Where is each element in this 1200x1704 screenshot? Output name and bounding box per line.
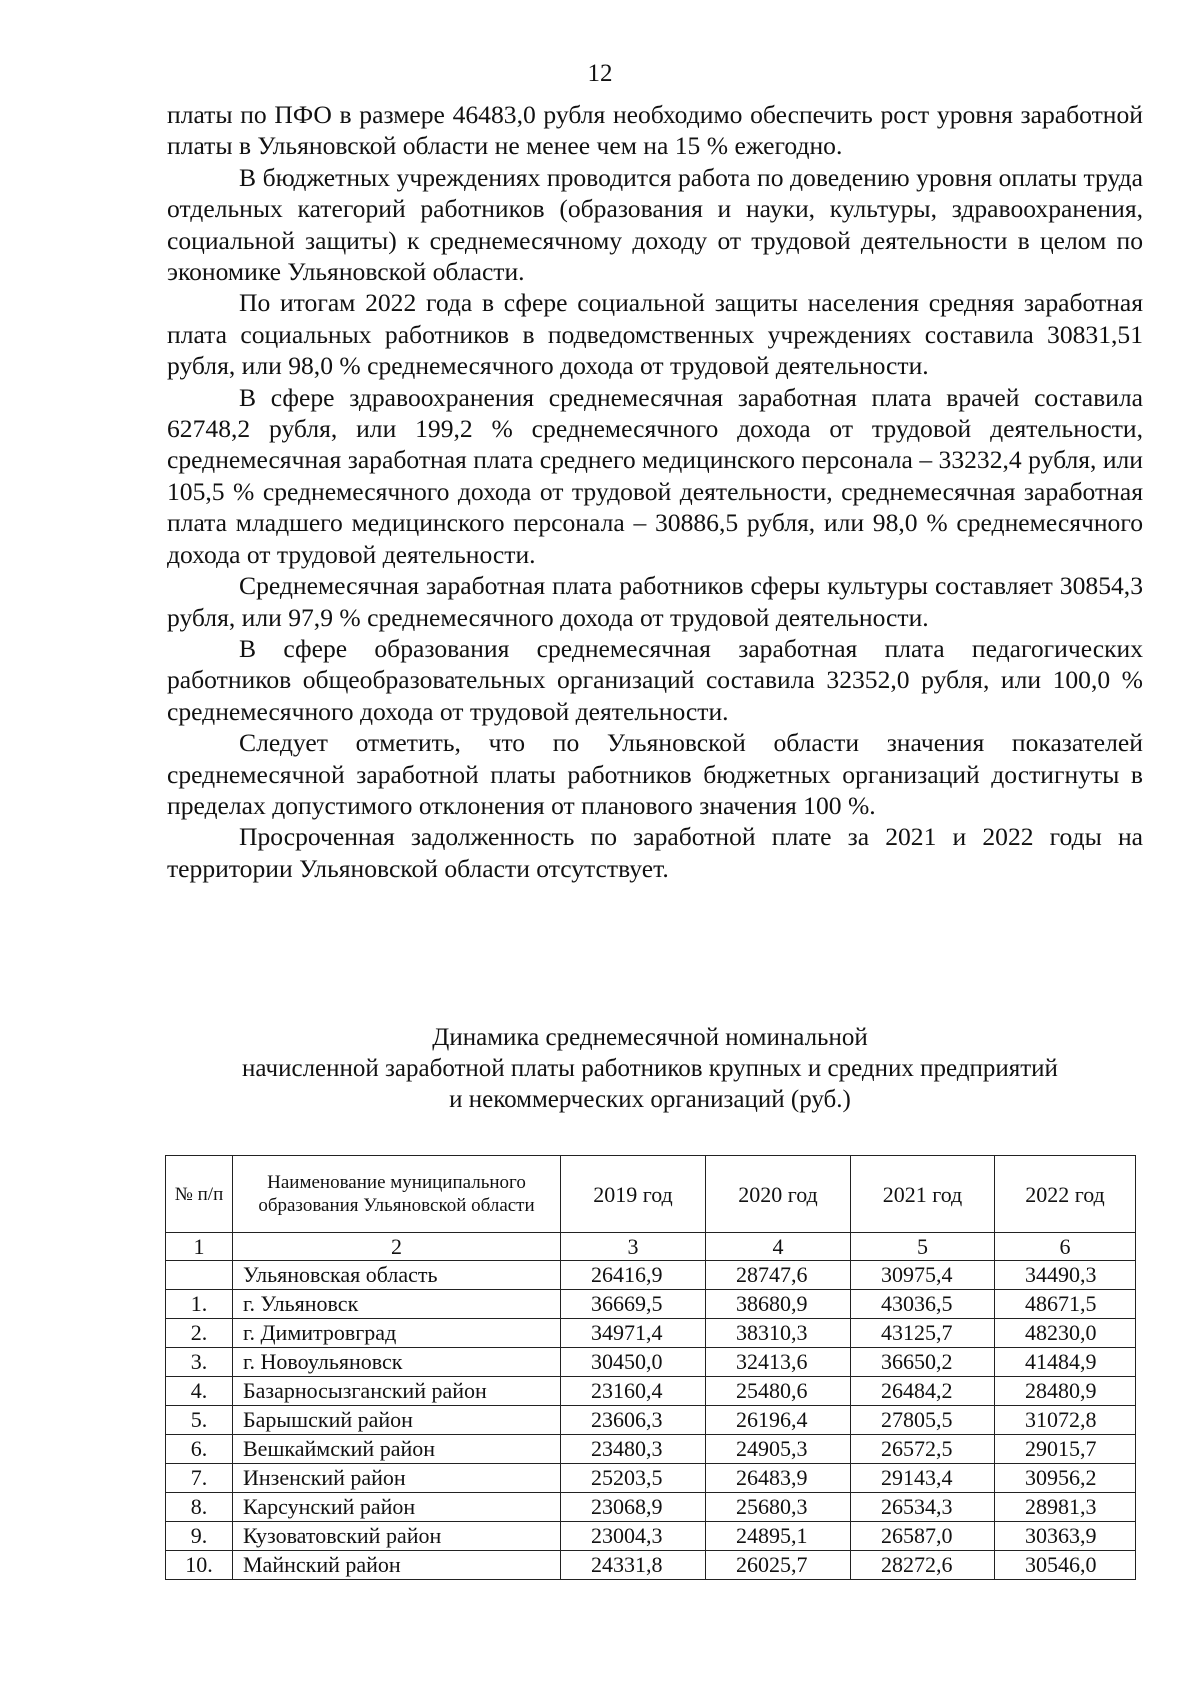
municipality-name: г. Ульяновск <box>233 1290 561 1319</box>
value-2021: 26534,3 <box>851 1493 995 1522</box>
header-2020: 2020 год <box>706 1156 851 1233</box>
column-index: 4 <box>706 1233 851 1261</box>
table-row <box>166 1290 1136 1319</box>
value-2021: 28272,6 <box>851 1551 995 1580</box>
value-2019: 36669,5 <box>561 1290 706 1319</box>
paragraph: Просроченная задолженность по заработной плате за 2021 и 2022 годы на территории Ульяновской области отсутствует. <box>167 822 1143 883</box>
paragraph: В бюджетных учреждениях проводится работа по доведению уровня оплаты труда отдельных категорий работников (образования и науки, культуры, здравоохранения, социальной защиты) к среднемесячному доходу от трудовой деятельности в целом по экономике Ульяновской области. <box>167 162 1143 287</box>
header-no: № п/п <box>166 1156 233 1233</box>
value-2019: 23606,3 <box>561 1406 706 1435</box>
body-text <box>167 99 1143 884</box>
value-2021: 43036,5 <box>851 1290 995 1319</box>
municipality-name: Базарносызганский район <box>233 1377 561 1406</box>
value-2022: 28480,9 <box>995 1377 1136 1406</box>
municipality-name: Ульяновская область <box>233 1261 561 1290</box>
paragraph: Среднемесячная заработная плата работников сферы культуры составляет 30854,3 рубля, или 97,9 % среднемесячного дохода от трудовой деятельности. <box>167 571 1143 632</box>
header-name: Наименование муниципального образования Ульяновской области <box>233 1156 561 1233</box>
value-2019: 25203,5 <box>561 1464 706 1493</box>
municipality-name: Вешкаймский район <box>233 1435 561 1464</box>
row-number: 3. <box>166 1348 233 1377</box>
value-2019: 23480,3 <box>561 1435 706 1464</box>
value-2019: 30450,0 <box>561 1348 706 1377</box>
value-2021: 26587,0 <box>851 1522 995 1551</box>
paragraph: В сфере здравоохранения среднемесячная заработная плата врачей составила 62748,2 рубля, или 199,2 % среднемесячного дохода от трудовой деятельности, среднемесячная заработная плата среднего медицинского персонала – 33232,4 рубля, или 105,5 % среднемесячного дохода от трудовой деятельности, среднемесячная заработная плата младшего медицинского персонала – 30886,5 рубля, или 98,0 % среднемесячного дохода от трудовой деятельности. <box>167 382 1143 569</box>
page-number: 12 <box>587 60 613 87</box>
value-2020: 28747,6 <box>706 1261 851 1290</box>
header-2021: 2021 год <box>851 1156 995 1233</box>
header-2022: 2022 год <box>995 1156 1136 1233</box>
municipality-name: Карсунский район <box>233 1493 561 1522</box>
municipality-name: Майнский район <box>233 1551 561 1580</box>
value-2022: 30956,2 <box>995 1464 1136 1493</box>
value-2020: 25480,6 <box>706 1377 851 1406</box>
value-2022: 30363,9 <box>995 1522 1136 1551</box>
table-row <box>166 1522 1136 1551</box>
value-2020: 26483,9 <box>706 1464 851 1493</box>
row-number: 10. <box>166 1551 233 1580</box>
column-index: 5 <box>851 1233 995 1261</box>
table-row <box>166 1348 1136 1377</box>
table-title <box>150 1022 1150 1115</box>
row-number: 5. <box>166 1406 233 1435</box>
value-2020: 26025,7 <box>706 1551 851 1580</box>
column-index: 6 <box>995 1233 1136 1261</box>
column-index: 3 <box>561 1233 706 1261</box>
value-2022: 48671,5 <box>995 1290 1136 1319</box>
paragraph: По итогам 2022 года в сфере социальной защиты населения средняя заработная плата социальных работников в подведомственных учреждениях составила 30831,51 рубля, или 98,0 % среднемесячного дохода от трудовой деятельности. <box>167 288 1143 381</box>
value-2019: 26416,9 <box>561 1261 706 1290</box>
municipality-name: Инзенский район <box>233 1464 561 1493</box>
table-row <box>166 1406 1136 1435</box>
table-title-line: Динамика среднемесячной номинальной <box>432 1024 868 1051</box>
value-2022: 28981,3 <box>995 1493 1136 1522</box>
table-row <box>166 1551 1136 1580</box>
paragraph: Следует отметить, что по Ульяновской области значения показателей среднемесячной заработной платы работников бюджетных организаций достигнуты в пределах допустимого отклонения от планового значения 100 %. <box>167 728 1143 820</box>
municipality-name: г. Димитровград <box>233 1319 561 1348</box>
row-number <box>166 1261 233 1290</box>
value-2019: 34971,4 <box>561 1319 706 1348</box>
value-2021: 29143,4 <box>851 1464 995 1493</box>
value-2019: 24331,8 <box>561 1551 706 1580</box>
column-index: 1 <box>166 1233 233 1261</box>
row-number: 2. <box>166 1319 233 1348</box>
table-row <box>166 1435 1136 1464</box>
value-2022: 41484,9 <box>995 1348 1136 1377</box>
table-row <box>166 1319 1136 1348</box>
value-2020: 24905,3 <box>706 1435 851 1464</box>
row-number: 6. <box>166 1435 233 1464</box>
column-index: 2 <box>233 1233 561 1261</box>
header-2019: 2019 год <box>561 1156 706 1233</box>
municipality-name: г. Новоульяновск <box>233 1348 561 1377</box>
table-row <box>166 1464 1136 1493</box>
row-number: 9. <box>166 1522 233 1551</box>
table-title-line: начисленной заработной платы работников крупных и средних предприятий <box>242 1055 1058 1082</box>
value-2019: 23068,9 <box>561 1493 706 1522</box>
value-2019: 23160,4 <box>561 1377 706 1406</box>
value-2021: 27805,5 <box>851 1406 995 1435</box>
value-2021: 43125,7 <box>851 1319 995 1348</box>
value-2022: 34490,3 <box>995 1261 1136 1290</box>
row-number: 8. <box>166 1493 233 1522</box>
column-index-row <box>166 1233 1136 1261</box>
value-2020: 38310,3 <box>706 1319 851 1348</box>
table-header-row <box>166 1156 1136 1233</box>
value-2022: 30546,0 <box>995 1551 1136 1580</box>
value-2020: 32413,6 <box>706 1348 851 1377</box>
salary-table <box>165 1155 1136 1580</box>
value-2022: 48230,0 <box>995 1319 1136 1348</box>
table-row <box>166 1493 1136 1522</box>
table-title-line: и некоммерческих организаций (руб.) <box>449 1086 851 1113</box>
paragraph: В сфере образования среднемесячная заработная плата педагогических работников общеобразовательных организаций составила 32352,0 рубля, или 100,0 % среднемесячного дохода от трудовой деятельности. <box>167 633 1143 726</box>
row-number: 4. <box>166 1377 233 1406</box>
value-2021: 26484,2 <box>851 1377 995 1406</box>
value-2021: 30975,4 <box>851 1261 995 1290</box>
value-2020: 26196,4 <box>706 1406 851 1435</box>
municipality-name: Барышский район <box>233 1406 561 1435</box>
value-2021: 36650,2 <box>851 1348 995 1377</box>
value-2022: 31072,8 <box>995 1406 1136 1435</box>
value-2019: 23004,3 <box>561 1522 706 1551</box>
value-2022: 29015,7 <box>995 1435 1136 1464</box>
value-2020: 24895,1 <box>706 1522 851 1551</box>
row-number: 1. <box>166 1290 233 1319</box>
row-number: 7. <box>166 1464 233 1493</box>
table-row <box>166 1261 1136 1290</box>
value-2020: 25680,3 <box>706 1493 851 1522</box>
value-2021: 26572,5 <box>851 1435 995 1464</box>
value-2020: 38680,9 <box>706 1290 851 1319</box>
municipality-name: Кузоватовский район <box>233 1522 561 1551</box>
table-row <box>166 1377 1136 1406</box>
paragraph: платы по ПФО в размере 46483,0 рубля необходимо обеспечить рост уровня заработной платы в Ульяновской области не менее чем на 15 % ежегодно. <box>167 100 1143 161</box>
